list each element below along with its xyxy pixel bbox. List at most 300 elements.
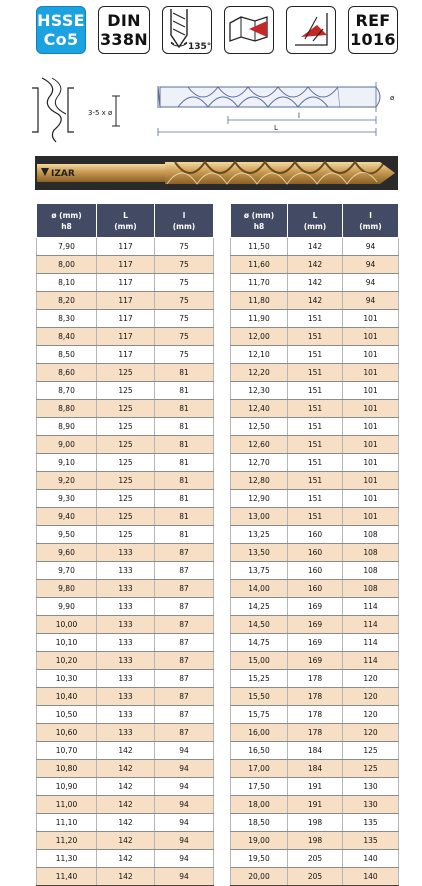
flute-length-cell: 101 <box>343 436 399 454</box>
table-row <box>37 814 214 832</box>
total-length-cell: 133 <box>97 598 155 616</box>
table-row <box>231 328 399 346</box>
table-row <box>37 472 214 490</box>
total-length-cell: 125 <box>97 472 155 490</box>
total-length-cell: 160 <box>288 580 343 598</box>
diameter-cell: 15,00 <box>231 652 288 670</box>
table-row <box>231 526 399 544</box>
total-length-cell: 142 <box>288 292 343 310</box>
flute-length-cell: 75 <box>155 310 214 328</box>
total-length-cell: 133 <box>97 670 155 688</box>
diameter-cell: 19,50 <box>231 850 288 868</box>
table-row <box>231 814 399 832</box>
table-row <box>37 580 214 598</box>
flute-length-cell: 75 <box>155 274 214 292</box>
table-row <box>37 796 214 814</box>
diameter-cell: 14,00 <box>231 580 288 598</box>
table-row <box>37 364 214 382</box>
total-length-cell: 142 <box>288 274 343 292</box>
diameter-cell: 8,80 <box>37 400 97 418</box>
table-row <box>231 706 399 724</box>
flute-length-cell: 108 <box>343 544 399 562</box>
flute-length-cell: 87 <box>155 688 214 706</box>
flute-length-cell: 114 <box>343 616 399 634</box>
table-row <box>231 508 399 526</box>
table-row <box>37 850 214 868</box>
table-row <box>231 850 399 868</box>
flute-length-cell: 120 <box>343 670 399 688</box>
flute-length-cell: 101 <box>343 328 399 346</box>
flute-length-cell: 101 <box>343 364 399 382</box>
total-length-cell: 125 <box>97 454 155 472</box>
diameter-cell: 12,50 <box>231 418 288 436</box>
diameter-cell: 10,00 <box>37 616 97 634</box>
total-length-cell: 133 <box>97 634 155 652</box>
spec-badges <box>36 6 396 56</box>
table-row <box>37 310 214 328</box>
flute-length-cell: 101 <box>343 382 399 400</box>
total-length-cell: 133 <box>97 706 155 724</box>
table-row <box>37 490 214 508</box>
total-length-cell: 198 <box>288 832 343 850</box>
flute-depth-label: 3-5 x ø <box>88 109 113 117</box>
total-length-cell: 151 <box>288 454 343 472</box>
table-row <box>231 490 399 508</box>
table-row <box>231 454 399 472</box>
diameter-cell: 14,25 <box>231 598 288 616</box>
flute-length-cell: 94 <box>155 796 214 814</box>
table-row <box>37 454 214 472</box>
total-length-cell: 133 <box>97 562 155 580</box>
flute-length-cell: 75 <box>155 292 214 310</box>
table-row <box>37 652 214 670</box>
material-badge-line2: Co5 <box>43 30 79 49</box>
diameter-cell: 12,10 <box>231 346 288 364</box>
surface-finish-badge <box>286 6 336 54</box>
total-length-cell: 198 <box>288 814 343 832</box>
table-row <box>231 724 399 742</box>
flute-length-cell: 114 <box>343 598 399 616</box>
total-length-cell: 205 <box>288 868 343 886</box>
diameter-cell: 15,25 <box>231 670 288 688</box>
diameter-cell: 10,90 <box>37 778 97 796</box>
surface-finish-icon <box>287 7 335 53</box>
diameter-cell: 9,60 <box>37 544 97 562</box>
flute-length-cell: 125 <box>343 742 399 760</box>
reference-badge-line1: REF <box>355 11 391 30</box>
total-length-cell: 142 <box>97 850 155 868</box>
total-length-cell: 151 <box>288 346 343 364</box>
diameter-cell: 9,50 <box>37 526 97 544</box>
total-length-cell: 133 <box>97 724 155 742</box>
total-length-cell: 178 <box>288 706 343 724</box>
total-length-cell: 160 <box>288 562 343 580</box>
table-row <box>37 292 214 310</box>
table-row <box>37 526 214 544</box>
flute-length-cell: 120 <box>343 688 399 706</box>
table-row <box>231 400 399 418</box>
flute-length-cell: 94 <box>343 238 399 256</box>
table-row <box>37 346 214 364</box>
total-length-cell: 151 <box>288 328 343 346</box>
diameter-cell: 12,70 <box>231 454 288 472</box>
diameter-cell: 7,90 <box>37 238 97 256</box>
total-length-cell: 191 <box>288 796 343 814</box>
total-length-cell: 151 <box>288 472 343 490</box>
diameter-cell: 11,90 <box>231 310 288 328</box>
total-length-cell: 151 <box>288 364 343 382</box>
diameter-cell: 9,90 <box>37 598 97 616</box>
flute-length-cell: 75 <box>155 346 214 364</box>
table-row <box>231 742 399 760</box>
total-length-cell: 142 <box>288 238 343 256</box>
diameter-cell: 11,00 <box>37 796 97 814</box>
flute-length-cell: 87 <box>155 634 214 652</box>
table-row <box>231 688 399 706</box>
flute-length-cell: 94 <box>343 256 399 274</box>
table-row <box>231 256 399 274</box>
table-row <box>37 868 214 886</box>
flute-length-label: l <box>298 112 300 120</box>
split-point-icon <box>225 7 273 53</box>
split-point-badge <box>224 6 274 54</box>
table-row <box>231 778 399 796</box>
flute-length-cell: 101 <box>343 400 399 418</box>
table-row <box>231 616 399 634</box>
table-body-right <box>231 238 399 886</box>
table-row <box>37 238 214 256</box>
diameter-cell: 11,20 <box>37 832 97 850</box>
diameter-cell: 11,40 <box>37 868 97 886</box>
flute-length-cell: 81 <box>155 436 214 454</box>
diameter-cell: 11,70 <box>231 274 288 292</box>
flute-length-cell: 87 <box>155 616 214 634</box>
diameter-cell: 11,80 <box>231 292 288 310</box>
diameter-cell: 10,60 <box>37 724 97 742</box>
table-row <box>231 382 399 400</box>
diameter-cell: 19,00 <box>231 832 288 850</box>
table-header-row <box>37 204 214 238</box>
total-length-cell: 125 <box>97 382 155 400</box>
diameter-cell: 12,20 <box>231 364 288 382</box>
table-row <box>37 616 214 634</box>
diameter-cell: 11,30 <box>37 850 97 868</box>
total-length-cell: 151 <box>288 418 343 436</box>
table-row <box>231 634 399 652</box>
flute-length-cell: 75 <box>155 238 214 256</box>
diameter-cell: 8,20 <box>37 292 97 310</box>
flute-length-cell: 94 <box>155 760 214 778</box>
diameter-cell: 18,00 <box>231 796 288 814</box>
flute-length-cell: 94 <box>155 742 214 760</box>
flute-length-cell: 101 <box>343 310 399 328</box>
table-row <box>37 274 214 292</box>
diameter-cell: 9,20 <box>37 472 97 490</box>
total-length-cell: 178 <box>288 724 343 742</box>
table-row <box>231 580 399 598</box>
flute-length-cell: 75 <box>155 256 214 274</box>
diameter-header: ø (mm) h8 <box>37 204 97 238</box>
drill-bit-image <box>35 156 398 190</box>
flute-length-cell: 87 <box>155 562 214 580</box>
total-length-cell: 133 <box>97 544 155 562</box>
diameter-cell: 14,50 <box>231 616 288 634</box>
flute-length-cell: 108 <box>343 562 399 580</box>
point-angle-label: 135° <box>188 42 211 52</box>
total-length-cell: 117 <box>97 274 155 292</box>
diameter-cell: 8,00 <box>37 256 97 274</box>
diameter-cell: 12,80 <box>231 472 288 490</box>
diameter-cell: 9,00 <box>37 436 97 454</box>
total-length-cell: 142 <box>97 742 155 760</box>
total-length-cell: 125 <box>97 418 155 436</box>
total-length-cell: 169 <box>288 634 343 652</box>
total-length-cell: 142 <box>97 778 155 796</box>
flute-length-cell: 101 <box>343 346 399 364</box>
table-row <box>231 868 399 886</box>
material-badge <box>36 6 86 54</box>
diameter-cell: 9,70 <box>37 562 97 580</box>
diameter-cell: 8,90 <box>37 418 97 436</box>
total-length-cell: 169 <box>288 598 343 616</box>
diameter-cell: 11,10 <box>37 814 97 832</box>
flute-length-cell: 101 <box>343 490 399 508</box>
table-row <box>231 544 399 562</box>
flute-length-cell: 81 <box>155 490 214 508</box>
drill-point-angle-icon <box>163 7 211 53</box>
diameter-cell: 12,00 <box>231 328 288 346</box>
diameter-cell: 13,50 <box>231 544 288 562</box>
diameter-cell: 20,00 <box>231 868 288 886</box>
total-length-cell: 151 <box>288 310 343 328</box>
table-row <box>37 742 214 760</box>
table-row <box>231 238 399 256</box>
diameter-cell: 10,80 <box>37 760 97 778</box>
diameter-cell: 9,10 <box>37 454 97 472</box>
diameter-cell: 8,50 <box>37 346 97 364</box>
total-length-cell: 117 <box>97 328 155 346</box>
total-length-cell: 169 <box>288 652 343 670</box>
diameter-cell: 18,50 <box>231 814 288 832</box>
flute-length-cell: 87 <box>155 598 214 616</box>
table-row <box>37 562 214 580</box>
point-angle-badge <box>162 6 212 54</box>
flute-length-cell: 87 <box>155 724 214 742</box>
table-row <box>37 706 214 724</box>
total-length-cell: 133 <box>97 688 155 706</box>
flute-length-cell: 94 <box>155 868 214 886</box>
table-row <box>231 364 399 382</box>
flute-length-cell: 101 <box>343 508 399 526</box>
table-header-row <box>231 204 399 238</box>
total-length-cell: 125 <box>97 436 155 454</box>
diameter-cell: 9,30 <box>37 490 97 508</box>
flute-length-cell: 94 <box>155 850 214 868</box>
total-length-cell: 117 <box>97 256 155 274</box>
total-length-cell: 142 <box>97 832 155 850</box>
table-row <box>37 724 214 742</box>
diameter-cell: 9,80 <box>37 580 97 598</box>
flute-length-cell: 81 <box>155 418 214 436</box>
diameter-cell: 12,90 <box>231 490 288 508</box>
total-length-cell: 160 <box>288 526 343 544</box>
total-length-cell: 184 <box>288 760 343 778</box>
table-row <box>37 436 214 454</box>
flute-length-cell: 108 <box>343 580 399 598</box>
table-row <box>37 328 214 346</box>
diameter-cell: 13,75 <box>231 562 288 580</box>
flute-length-cell: 81 <box>155 526 214 544</box>
diameter-cell: 17,50 <box>231 778 288 796</box>
total-length-header: L (mm) <box>97 204 155 238</box>
table-row <box>231 562 399 580</box>
diameter-cell: 10,50 <box>37 706 97 724</box>
total-length-cell: 125 <box>97 508 155 526</box>
total-length-cell: 178 <box>288 688 343 706</box>
flute-length-header: l (mm) <box>155 204 214 238</box>
total-length-cell: 142 <box>97 814 155 832</box>
flute-length-cell: 135 <box>343 832 399 850</box>
reference-badge <box>348 6 398 54</box>
total-length-cell: 125 <box>97 400 155 418</box>
total-length-cell: 184 <box>288 742 343 760</box>
flute-length-cell: 114 <box>343 634 399 652</box>
total-length-cell: 117 <box>97 346 155 364</box>
flute-length-cell: 140 <box>343 850 399 868</box>
total-length-cell: 125 <box>97 490 155 508</box>
flute-length-cell: 108 <box>343 526 399 544</box>
diameter-cell: 8,40 <box>37 328 97 346</box>
total-length-cell: 117 <box>97 292 155 310</box>
flute-length-cell: 120 <box>343 706 399 724</box>
table-row <box>37 778 214 796</box>
table-row <box>37 598 214 616</box>
diameter-cell: 11,60 <box>231 256 288 274</box>
diameter-cell: 14,75 <box>231 634 288 652</box>
table-row <box>37 634 214 652</box>
diameter-cell: 12,40 <box>231 400 288 418</box>
total-length-cell: 151 <box>288 382 343 400</box>
diameter-cell: 15,75 <box>231 706 288 724</box>
total-length-cell: 205 <box>288 850 343 868</box>
flute-length-cell: 94 <box>343 274 399 292</box>
total-length-cell: 142 <box>97 868 155 886</box>
total-length-cell: 160 <box>288 544 343 562</box>
flute-length-cell: 130 <box>343 796 399 814</box>
flute-length-cell: 81 <box>155 472 214 490</box>
standard-badge-line2: 338N <box>100 30 148 49</box>
table-row <box>37 508 214 526</box>
flute-length-header: l (mm) <box>343 204 399 238</box>
table-row <box>37 670 214 688</box>
diameter-cell: 10,20 <box>37 652 97 670</box>
flute-length-cell: 94 <box>155 814 214 832</box>
diameter-header: ø (mm) h8 <box>231 204 288 238</box>
table-row <box>37 256 214 274</box>
table-row <box>231 598 399 616</box>
table-row <box>231 418 399 436</box>
drill-side-view <box>158 82 395 136</box>
flute-length-cell: 81 <box>155 364 214 382</box>
total-length-cell: 151 <box>288 508 343 526</box>
diameter-cell: 17,00 <box>231 760 288 778</box>
diameter-cell: 12,30 <box>231 382 288 400</box>
flute-length-cell: 101 <box>343 418 399 436</box>
table-row <box>37 418 214 436</box>
flute-length-cell: 87 <box>155 544 214 562</box>
flute-length-cell: 75 <box>155 328 214 346</box>
flute-length-cell: 101 <box>343 472 399 490</box>
table-row <box>37 688 214 706</box>
total-length-cell: 151 <box>288 400 343 418</box>
flute-length-cell: 135 <box>343 814 399 832</box>
diameter-cell: 16,00 <box>231 724 288 742</box>
table-row <box>37 382 214 400</box>
total-length-cell: 117 <box>97 238 155 256</box>
flute-length-cell: 87 <box>155 670 214 688</box>
total-length-header: L (mm) <box>288 204 343 238</box>
table-row <box>231 472 399 490</box>
flute-length-cell: 81 <box>155 508 214 526</box>
flute-length-cell: 94 <box>155 778 214 796</box>
table-row <box>231 274 399 292</box>
table-body-left <box>37 238 214 886</box>
table-row <box>37 400 214 418</box>
reference-badge-line2: 1016 <box>350 30 396 49</box>
total-length-cell: 178 <box>288 670 343 688</box>
table-row <box>231 346 399 364</box>
flute-length-cell: 87 <box>155 706 214 724</box>
flute-length-cell: 94 <box>343 292 399 310</box>
brand-name: IZAR <box>51 169 75 179</box>
diameter-cell: 8,10 <box>37 274 97 292</box>
diameter-cell: 9,40 <box>37 508 97 526</box>
diameter-cell: 10,30 <box>37 670 97 688</box>
diameter-cell: 8,70 <box>37 382 97 400</box>
table-row <box>37 760 214 778</box>
table-row <box>231 310 399 328</box>
diameter-cell: 12,60 <box>231 436 288 454</box>
table-row <box>231 292 399 310</box>
diameter-cell: 10,40 <box>37 688 97 706</box>
diameter-symbol: ø <box>390 94 395 102</box>
flute-length-cell: 87 <box>155 652 214 670</box>
total-length-cell: 125 <box>97 364 155 382</box>
total-length-cell: 133 <box>97 616 155 634</box>
table-row <box>231 436 399 454</box>
table-row <box>231 796 399 814</box>
flute-length-cell: 87 <box>155 580 214 598</box>
total-length-cell: 169 <box>288 616 343 634</box>
table-row <box>231 670 399 688</box>
diameter-cell: 13,25 <box>231 526 288 544</box>
total-length-cell: 133 <box>97 580 155 598</box>
flute-length-cell: 81 <box>155 400 214 418</box>
flute-length-cell: 81 <box>155 382 214 400</box>
total-length-cell: 151 <box>288 436 343 454</box>
drill-technical-diagram <box>28 74 408 144</box>
total-length-cell: 125 <box>97 526 155 544</box>
flute-length-cell: 101 <box>343 454 399 472</box>
table-row <box>37 544 214 562</box>
flute-length-cell: 130 <box>343 778 399 796</box>
flute-length-cell: 140 <box>343 868 399 886</box>
flute-length-cell: 120 <box>343 724 399 742</box>
diameter-cell: 8,30 <box>37 310 97 328</box>
diameter-cell: 16,50 <box>231 742 288 760</box>
diameter-cell: 13,00 <box>231 508 288 526</box>
diameter-cell: 10,70 <box>37 742 97 760</box>
